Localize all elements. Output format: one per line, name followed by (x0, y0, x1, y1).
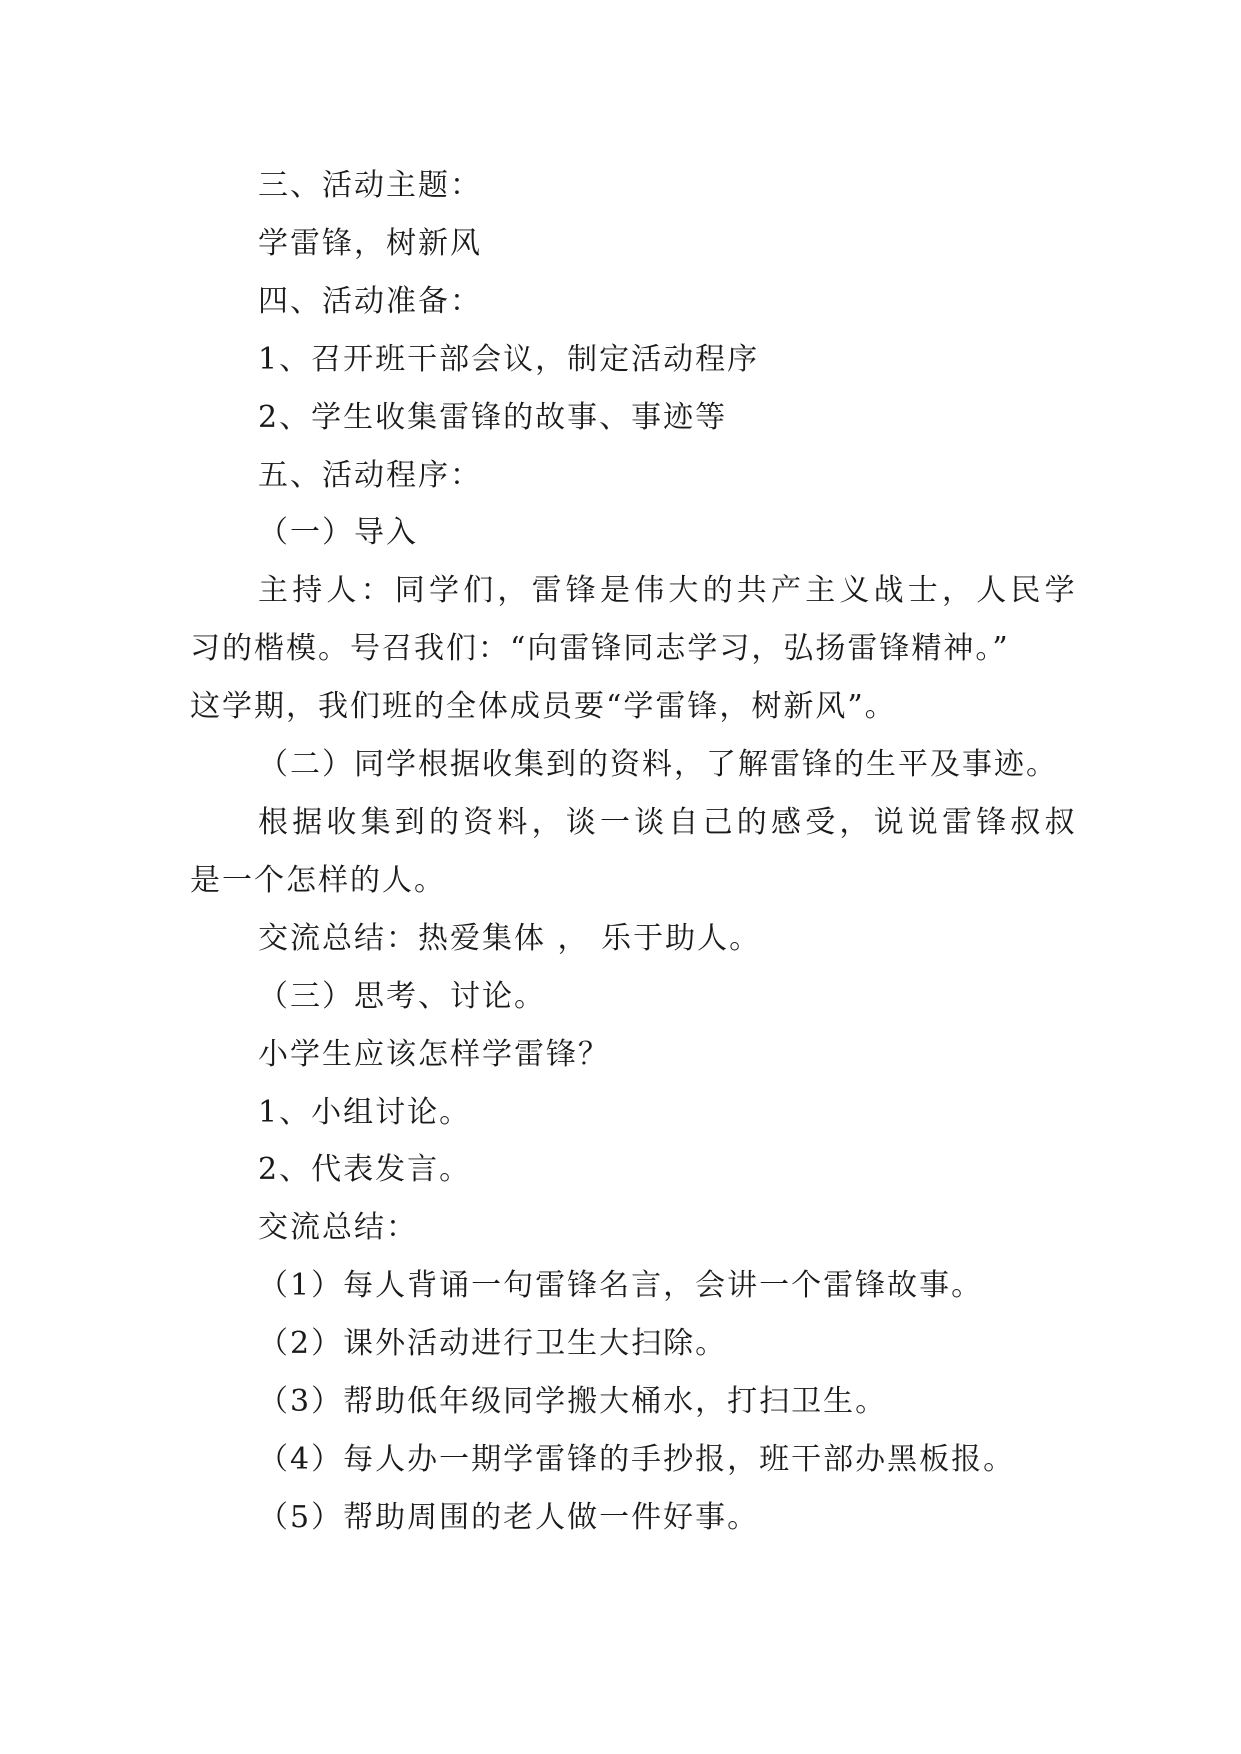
discussion-item-2: 2、代表发言。 (258, 1152, 472, 1187)
summary-item-1: （1）每人背诵一句雷锋名言，会讲一个雷锋故事。 (258, 1268, 984, 1303)
section-1-heading: （一）导入 (258, 515, 418, 550)
question-text: 小学生应该怎样学雷锋？ (258, 1037, 610, 1072)
summary-2-heading: 交流总结： (258, 1210, 418, 1245)
discussion-item-1: 1、小组讨论。 (258, 1095, 472, 1130)
preparation-item-2: 2、学生收集雷锋的故事、事迹等 (258, 400, 728, 435)
host-speech-line-2: 习的楷模。号召我们：“向雷锋同志学习，弘扬雷锋精神。” (190, 631, 1010, 666)
section-3-heading: （三）思考、讨论。 (258, 979, 546, 1014)
summary-item-3: （3）帮助低年级同学搬大桶水，打扫卫生。 (258, 1384, 888, 1419)
heading-activity-theme: 三、活动主题： (258, 168, 482, 203)
host-speech-line-1: 主持人：同学们，雷锋是伟大的共产主义战士，人民学 (258, 573, 1079, 608)
summary-item-2: （2）课外活动进行卫生大扫除。 (258, 1326, 728, 1361)
summary-item-5: （5）帮助周围的老人做一件好事。 (258, 1500, 760, 1535)
feelings-line-2: 是一个怎样的人。 (190, 863, 446, 898)
theme-text: 学雷锋，树新风 (258, 226, 482, 261)
host-speech-line-3: 这学期，我们班的全体成员要“学雷锋，树新风”。 (190, 689, 897, 724)
preparation-item-1: 1、召开班干部会议，制定活动程序 (258, 342, 760, 377)
summary-item-4: （4）每人办一期学雷锋的手抄报，班干部办黑板报。 (258, 1442, 1016, 1477)
summary-1: 交流总结：热爱集体 ， 乐于助人。 (258, 921, 762, 956)
heading-activity-procedure: 五、活动程序： (258, 458, 482, 493)
heading-activity-preparation: 四、活动准备： (258, 284, 482, 319)
feelings-line-1: 根据收集到的资料，谈一谈自己的感受，说说雷锋叔叔 (258, 805, 1079, 840)
section-2-heading: （二）同学根据收集到的资料，了解雷锋的生平及事迹。 (258, 747, 1058, 782)
